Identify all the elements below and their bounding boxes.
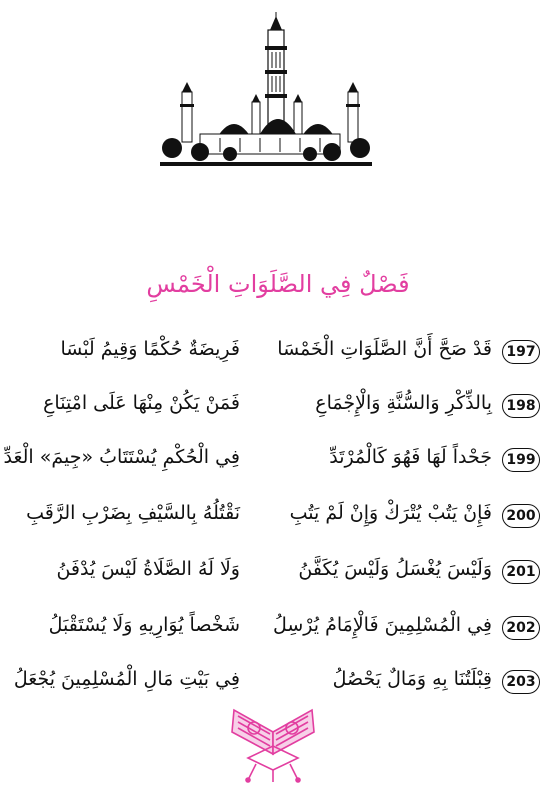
verse-number: 200 (502, 504, 540, 528)
verse-row (0, 336, 556, 372)
verse-second-hemistich: وَلَا لَهُ الصَّلَاةُ لَيْسَ يُدْفَنُ (56, 558, 240, 580)
quran-stand-ornament (228, 702, 318, 784)
verse-first-hemistich: جَحْداً لَهَا فَهُوَ كَالْمُرْتَدِّ (329, 446, 492, 468)
section-title: فَصْلٌ فِي الصَّلَوَاتِ الْخَمْسِ (146, 270, 410, 298)
mosque-illustration (160, 12, 372, 172)
verse-first-hemistich: فِي الْمُسْلِمِينَ فَالْإِمَامُ يُرْسِلُ (272, 614, 492, 636)
verse-row (0, 390, 556, 426)
verse-first-hemistich: بِالذِّكْرِ وَالسُّنَّةِ وَالْإِجْمَاعِ (315, 392, 492, 414)
verse-row (0, 500, 556, 536)
verse-second-hemistich: فِي بَيْتِ مَالِ الْمُسْلِمِينَ يُجْعَلُ (13, 668, 240, 690)
verse-row (0, 444, 556, 480)
verse-row (0, 556, 556, 592)
verse-number: 199 (502, 448, 540, 472)
verse-row (0, 612, 556, 648)
verse-number: 197 (502, 340, 540, 364)
verse-second-hemistich: فَرِيضَةٌ حُكْمًا وَقِيمُ لَبْسَا (60, 338, 240, 360)
verse-first-hemistich: فَإِنْ يَتُبْ يُتْرَكْ وَإِنْ لَمْ يَتُبِ (289, 502, 492, 524)
verse-second-hemistich: نَقْتُلُهُ بِالسَّيْفِ بِضَرْبِ الرَّقَبِ (26, 502, 240, 524)
verse-first-hemistich: قِبْلَتُنَا بِهِ وَمَالٌ يَحْصُلُ (332, 668, 492, 690)
verse-number: 202 (502, 616, 540, 640)
verse-second-hemistich: فَمَنْ يَكُنْ مِنْهَا عَلَى امْتِنَاعِ (43, 392, 240, 414)
verse-row (0, 666, 556, 702)
verse-number: 203 (502, 670, 540, 694)
verse-second-hemistich: فِي الْحُكْمِ يُسْتَتَابُ «جِيمَ» الْعَدِّ (3, 446, 240, 468)
verse-number: 201 (502, 560, 540, 584)
verse-number: 198 (502, 394, 540, 418)
verse-first-hemistich: قَدْ صَحَّ أَنَّ الصَّلَوَاتِ الْخَمْسَا (277, 338, 492, 360)
verse-first-hemistich: وَلَيْسَ يُغْسَلُ وَلَيْسَ يُكَفَّنُ (298, 558, 492, 580)
verse-second-hemistich: شَخْصاً يُوَارِيهِ وَلَا يُسْتَقْبَلُ (48, 614, 240, 636)
